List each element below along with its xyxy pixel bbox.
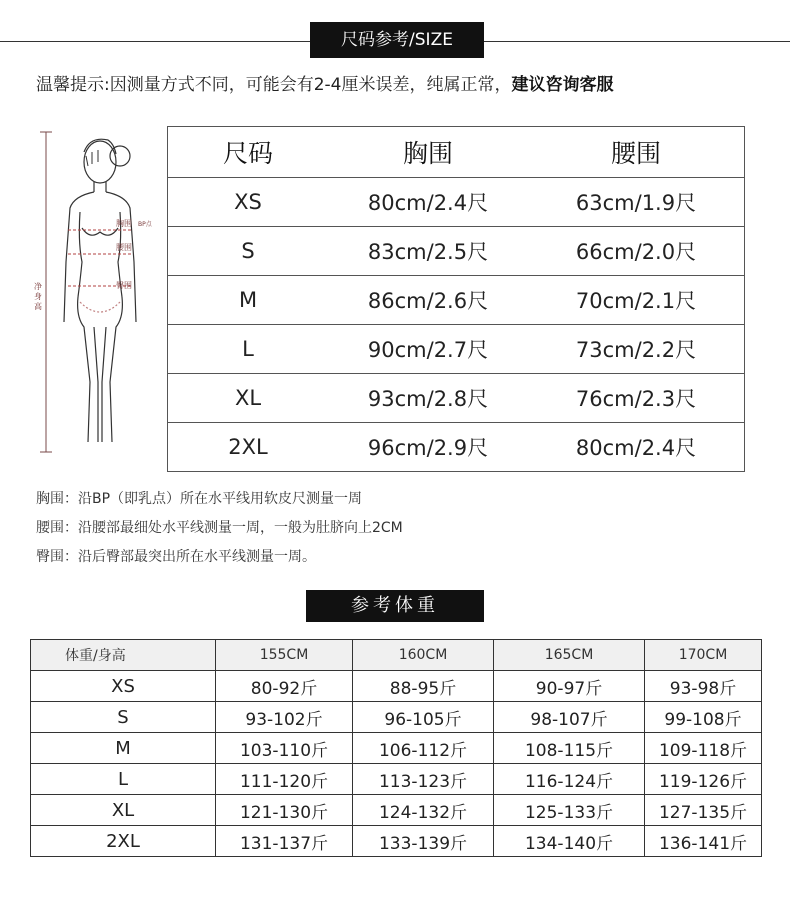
weight-cell: 93-98斤 bbox=[645, 671, 762, 702]
chest-cell: 80cm/2.4尺 bbox=[328, 178, 528, 227]
weight-cell: 106-112斤 bbox=[353, 733, 494, 764]
weight-cell: 103-110斤 bbox=[216, 733, 353, 764]
size-cell: S bbox=[168, 227, 329, 276]
weight-cell: 111-120斤 bbox=[216, 764, 353, 795]
header-size: 尺码 bbox=[168, 127, 329, 178]
weight-cell: 133-139斤 bbox=[353, 826, 494, 857]
weight-cell: 113-123斤 bbox=[353, 764, 494, 795]
figure-label-height: 净身高 bbox=[34, 282, 42, 311]
weight-cell: 125-133斤 bbox=[494, 795, 645, 826]
table-row bbox=[168, 227, 745, 276]
weight-cell: 131-137斤 bbox=[216, 826, 353, 857]
header-155cm: 155CM bbox=[216, 640, 353, 671]
size-cell: 2XL bbox=[31, 826, 216, 857]
header-chest: 胸围 bbox=[328, 127, 528, 178]
weight-cell: 109-118斤 bbox=[645, 733, 762, 764]
note-chest: 胸围：沿BP（即乳点）所在水平线用软皮尺测量一周 bbox=[36, 491, 363, 507]
size-cell: 2XL bbox=[168, 423, 329, 472]
weight-cell: 127-135斤 bbox=[645, 795, 762, 826]
waist-cell: 63cm/1.9尺 bbox=[528, 178, 745, 227]
body-figure-svg bbox=[28, 122, 168, 462]
figure-label-waist: 腰围 bbox=[116, 243, 132, 252]
chest-cell: 86cm/2.6尺 bbox=[328, 276, 528, 325]
size-table bbox=[167, 126, 745, 472]
header-165cm: 165CM bbox=[494, 640, 645, 671]
chest-cell: 93cm/2.8尺 bbox=[328, 374, 528, 423]
table-row bbox=[31, 764, 762, 795]
body-measurement-figure bbox=[28, 122, 168, 462]
header-rule-left bbox=[0, 41, 310, 42]
weight-cell: 88-95斤 bbox=[353, 671, 494, 702]
table-row bbox=[168, 423, 745, 472]
waist-cell: 73cm/2.2尺 bbox=[528, 325, 745, 374]
weight-cell: 136-141斤 bbox=[645, 826, 762, 857]
weight-cell: 99-108斤 bbox=[645, 702, 762, 733]
size-cell: S bbox=[31, 702, 216, 733]
note-hip: 臀围：沿后臀部最突出所在水平线测量一周。 bbox=[36, 549, 316, 565]
table-row bbox=[168, 276, 745, 325]
weight-header-badge: 参考体重 bbox=[306, 590, 484, 622]
weight-cell: 98-107斤 bbox=[494, 702, 645, 733]
chest-cell: 90cm/2.7尺 bbox=[328, 325, 528, 374]
waist-cell: 80cm/2.4尺 bbox=[528, 423, 745, 472]
waist-cell: 66cm/2.0尺 bbox=[528, 227, 745, 276]
table-row bbox=[31, 795, 762, 826]
weight-cell: 121-130斤 bbox=[216, 795, 353, 826]
notice-emphasis: 建议咨询客服 bbox=[511, 75, 614, 95]
weight-cell: 119-126斤 bbox=[645, 764, 762, 795]
chest-cell: 96cm/2.9尺 bbox=[328, 423, 528, 472]
weight-cell: 96-105斤 bbox=[353, 702, 494, 733]
figure-label-chest: 胸围 bbox=[116, 219, 132, 228]
header-weight-height: 体重/身高 bbox=[31, 640, 216, 671]
size-cell: M bbox=[168, 276, 329, 325]
figure-label-hip: 臀围 bbox=[116, 281, 132, 290]
weight-cell: 93-102斤 bbox=[216, 702, 353, 733]
table-row bbox=[31, 671, 762, 702]
chest-cell: 83cm/2.5尺 bbox=[328, 227, 528, 276]
table-row bbox=[168, 178, 745, 227]
weight-cell: 116-124斤 bbox=[494, 764, 645, 795]
header-waist: 腰围 bbox=[528, 127, 745, 178]
weight-cell: 134-140斤 bbox=[494, 826, 645, 857]
size-cell: L bbox=[168, 325, 329, 374]
figure-label-bp: BP点 bbox=[138, 221, 152, 228]
weight-table-header-row bbox=[31, 640, 762, 671]
weight-table bbox=[30, 639, 762, 857]
size-cell: XL bbox=[168, 374, 329, 423]
waist-cell: 70cm/2.1尺 bbox=[528, 276, 745, 325]
waist-cell: 76cm/2.3尺 bbox=[528, 374, 745, 423]
weight-cell: 90-97斤 bbox=[494, 671, 645, 702]
table-row bbox=[31, 826, 762, 857]
size-header-badge: 尺码参考/SIZE bbox=[310, 22, 484, 58]
weight-cell: 80-92斤 bbox=[216, 671, 353, 702]
header-rule-right bbox=[484, 41, 790, 42]
note-waist: 腰围：沿腰部最细处水平线测量一周，一般为肚脐向上2CM bbox=[36, 520, 403, 536]
header-160cm: 160CM bbox=[353, 640, 494, 671]
size-cell: XL bbox=[31, 795, 216, 826]
header-170cm: 170CM bbox=[645, 640, 762, 671]
table-row bbox=[31, 702, 762, 733]
table-row bbox=[31, 733, 762, 764]
notice-text: 温馨提示:因测量方式不同，可能会有2-4厘米误差，纯属正常， bbox=[36, 75, 512, 95]
table-row bbox=[168, 325, 745, 374]
measurement-notice bbox=[36, 70, 614, 95]
size-table-header-row bbox=[168, 127, 745, 178]
table-row bbox=[168, 374, 745, 423]
size-cell: XS bbox=[168, 178, 329, 227]
weight-cell: 124-132斤 bbox=[353, 795, 494, 826]
size-cell: XS bbox=[31, 671, 216, 702]
size-cell: L bbox=[31, 764, 216, 795]
weight-cell: 108-115斤 bbox=[494, 733, 645, 764]
size-cell: M bbox=[31, 733, 216, 764]
